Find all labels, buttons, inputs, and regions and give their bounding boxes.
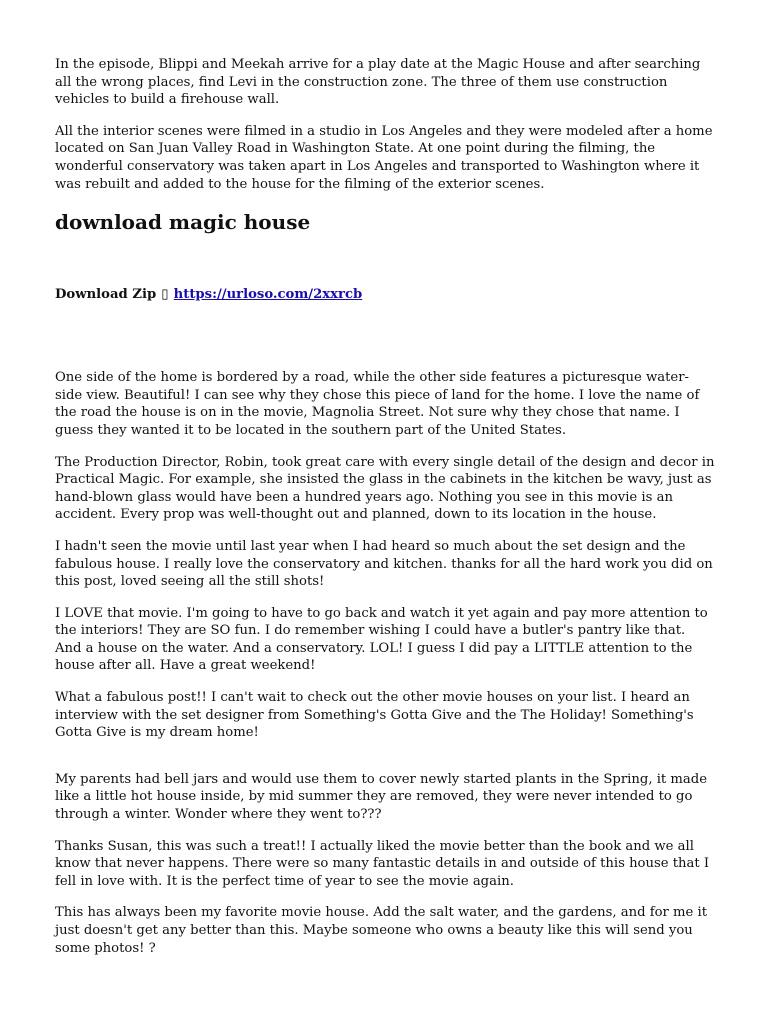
comment-paragraph: I LOVE that movie. I'm going to have to go back and watch it yet again and pay more attention to the interiors! They are SO fun. I do remember wishing I could have a butler's pantry like that. And a house on the water. And a conservatory. LOL! I guess I did pay a LITTLE attention to the house after all. Have a great weekend! [55, 605, 708, 674]
download-link[interactable]: https://urloso.com/2xxrcb [173, 287, 363, 303]
comment-paragraph: My parents had bell jars and would use them to cover newly started plants in the Spring, it made like a little hot house inside, by mid summer they are removed, they were never intended to go through a winter. Wonder where they went to??? [55, 771, 708, 823]
download-line [55, 283, 715, 304]
comment-paragraph: This has always been my favorite movie house. Add the salt water, and the gardens, and for me it just doesn't get any better than this. Maybe someone who owns a beauty like this will send you some photos! ? [55, 905, 708, 956]
paragraph-episode: In the episode, Blippi and Meekah arrive for a play date at the Magic House and after searching all the wrong places, find Levi in the construction zone. The three of them use construction vehicles to build a firehouse wall. [55, 57, 701, 108]
comment-paragraph: I hadn't seen the movie until last year when I had heard so much about the set design and the fabulous house. I really love the conservatory and kitchen. thanks for all the hard work you did on this post, loved seeing all the still shots! [55, 538, 713, 590]
paragraph-filming: All the interior scenes were filmed in a studio in Los Angeles and they were modeled after a home located on San Juan Valley Road in Washington State. At one point during the filming, the wonderful conservatory was taken apart in Los Angeles and transported to Washington where it was rebuilt and added to the house for the filming of the exterior scenes. [55, 123, 713, 192]
section-heading: download magic house [55, 210, 311, 235]
document-body [55, 56, 715, 957]
comment-paragraph: The Production Director, Robin, took great care with every single detail of the design and decor in Practical Magic. For example, she insisted the glass in the cabinets in the kitchen be wavy, just as hand-blown glass would have been a hundred years ago. Nothing you see in this movie is an accident. Every prop was well-thought out and planned, down to its location in the house. [55, 454, 715, 523]
comment-paragraph: One side of the home is bordered by a road, while the other side features a picturesque water-side view. Beautiful! I can see why they chose this piece of land for the home. I love the name of the road the house is on in the movie, Magnolia Street. Not sure why they chose that name. I guess they wanted it to be located in the southern part of the United States. [55, 370, 700, 438]
download-label: Download Zip [55, 287, 157, 303]
comment-paragraph: Thanks Susan, this was such a treat!! I actually liked the movie better than the book and we all know that never happens. There were so many fantastic details in and outside of this house that I fell in love with. It is the perfect time of year to see the movie again. [55, 838, 710, 889]
comment-paragraph: What a fabulous post!! I can't wait to check out the other movie houses on your list. I heard an interview with the set designer from Something's Gotta Give and the The Holiday! Something's Gotta Give is my dream home! [55, 690, 694, 741]
download-glyph-icon: ▯ [161, 287, 169, 303]
